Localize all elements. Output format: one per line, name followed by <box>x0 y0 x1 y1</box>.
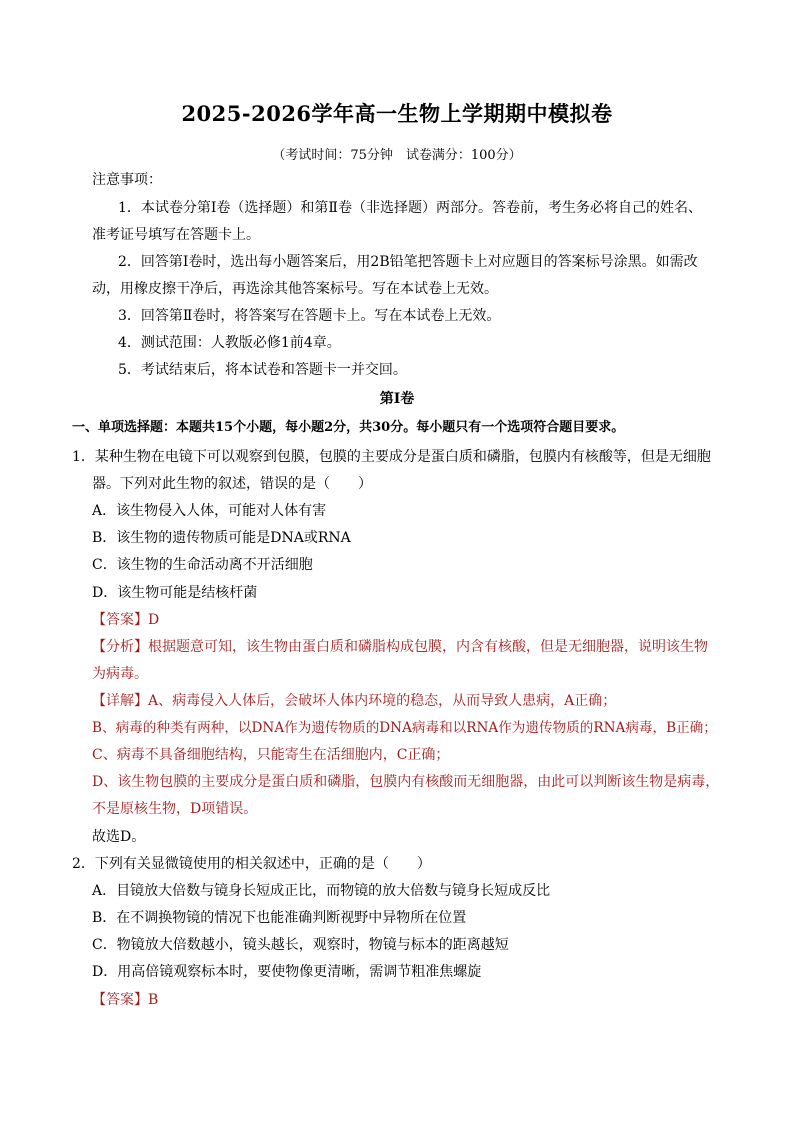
section-title: 第Ⅰ卷 <box>379 391 415 407</box>
q1-option-b: B．该生物的遗传物质可能是DNA或RNA <box>92 530 351 546</box>
notice-item-3: 3．回答第Ⅱ卷时，将答案写在答题卡上。写在本试卷上无效。 <box>118 308 501 324</box>
q1-detail-d: D、该生物包膜的主要成分是蛋白质和磷脂，包膜内有核酸而无细胞器，由此可以判断该生物是病毒， <box>92 774 720 790</box>
notice-item-1: 1．本试卷分第Ⅰ卷（选择题）和第Ⅱ卷（非选择题）两部分。答卷前，考生务必将自己的姓名、 <box>118 200 702 216</box>
notice-item-4: 4．测试范围：人教版必修1前4章。 <box>118 335 341 351</box>
part-instruction: 一、单项选择题：本题共15个小题，每小题2分，共30分。每小题只有一个选项符合题目要求。 <box>72 420 625 435</box>
notice-item-2: 2．回答第Ⅰ卷时，选出每小题答案后，用2B铅笔把答题卡上对应题目的答案标号涂黑。如需改 <box>118 254 698 270</box>
q1-option-c: C．该生物的生命活动离不开活细胞 <box>92 557 313 573</box>
notice-heading: 注意事项： <box>92 172 162 188</box>
q1-analysis-cont: 为病毒。 <box>92 666 148 682</box>
q1-answer: 【答案】D <box>92 612 160 628</box>
q1-option-a: A．该生物侵入人体，可能对人体有害 <box>92 503 327 519</box>
q1-detail-c: C、病毒不具备细胞结构，只能寄生在活细胞内，C正确； <box>92 747 450 763</box>
notice-item-2-cont: 动，用橡皮擦干净后，再选涂其他答案标号。写在本试卷上无效。 <box>92 281 498 297</box>
notice-item-1-cont: 准考证号填写在答题卡上。 <box>92 227 260 243</box>
q1-detail-a: 【详解】A、病毒侵入人体后，会破坏人体内环境的稳态，从而导致人患病，A正确； <box>92 693 617 709</box>
q2-stem: 2．下列有关显微镜使用的相关叙述中，正确的是（ ） <box>72 856 431 872</box>
q1-detail-b: B、病毒的种类有两种，以DNA作为遗传物质的DNA病毒和以RNA作为遗传物质的RNA病毒，B正确； <box>92 720 717 736</box>
q1-detail-d-cont: 不是原核生物，D项错误。 <box>92 801 258 817</box>
q2-answer: 【答案】B <box>92 992 159 1008</box>
page-title: 2025-2026学年高一生物上学期期中模拟卷 <box>181 101 613 126</box>
q2-option-c: C．物镜放大倍数越小，镜头越长，观察时，物镜与标本的距离越短 <box>92 937 509 953</box>
q1-conclusion: 故选D。 <box>92 829 146 845</box>
q1-analysis: 【分析】根据题意可知，该生物由蛋白质和磷脂构成包膜，内含有核酸，但是无细胞器，说明该生物 <box>92 639 708 655</box>
q1-option-d: D．该生物可能是结核杆菌 <box>92 585 258 601</box>
notice-item-5: 5．考试结束后，将本试卷和答题卡一并交回。 <box>118 362 407 378</box>
q2-option-a: A．目镜放大倍数与镜身长短成正比，而物镜的放大倍数与镜身长短成反比 <box>92 883 551 899</box>
q1-stem: 1．某种生物在电镜下可以观察到包膜，包膜的主要成分是蛋白质和磷脂，包膜内有核酸等，但是无细胞 <box>72 449 711 465</box>
exam-info: （考试时间：75分钟 试卷满分：100分） <box>272 148 522 163</box>
q2-option-b: B．在不调换物镜的情况下也能准确判断视野中异物所在位置 <box>92 910 467 926</box>
q2-option-d: D．用高倍镜观察标本时，要使物像更清晰，需调节粗准焦螺旋 <box>92 964 482 980</box>
q1-stem-cont: 器。下列对此生物的叙述，错误的是（ ） <box>92 476 372 492</box>
